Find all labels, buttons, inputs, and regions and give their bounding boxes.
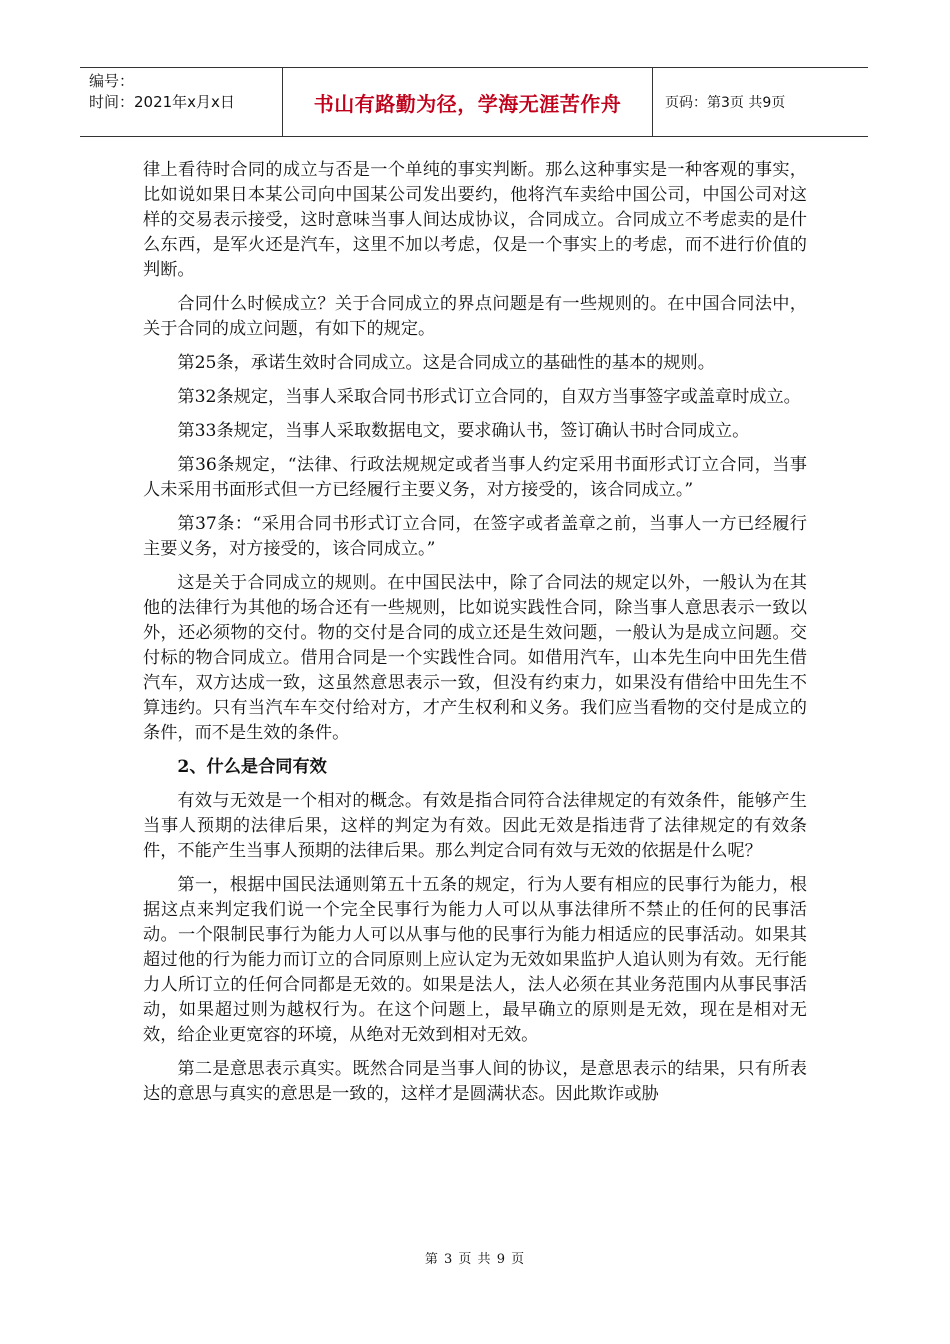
header-motto: 书山有路勤为径，学海无涯苦作舟 xyxy=(283,68,653,136)
paragraph: 第33条规定，当事人采取数据电文，要求确认书，签订确认书时合同成立。 xyxy=(177,421,750,441)
code-label: 编号： xyxy=(89,72,135,90)
paragraph: 第二是意思表示真实。既然合同是当事人间的协议，是意思表示的结果，只有所表达的意思与真实的意思是一致的，这样才是圆满状态。因此欺诈或胁 xyxy=(143,1059,807,1104)
paragraph: 有效与无效是一个相对的概念。有效是指合同符合法律规定的有效条件，能够产生当事人预期的法律后果，这样的判定为有效。因此无效是指违背了法律规定的有效条件，不能产生当事人预期的法律后果。那么判定合同有效与无效的依据是什么呢？ xyxy=(143,791,807,861)
paragraph: 第36条规定，“法律、行政法规规定或者当事人约定采用书面形式订立合同，当事人未采用书面形式但一方已经履行主要义务，对方接受的，该合同成立。” xyxy=(143,455,807,500)
document-body xyxy=(143,158,807,1116)
paragraph: 第一，根据中国民法通则第五十五条的规定，行为人要有相应的民事行为能力，根据这点来判定我们说一个完全民事行为能力人可以从事法律所不禁止的任何的民事活动。一个限制民事行为能力人可以从事与他的民事行为能力相适应的民事活动。如果其超过他的行为能力而订立的合同原则上应认定为无效如果监护人追认则为有效。无行能力人所订立的任何合同都是无效的。如果是法人，法人必须在其业务范围内从事民事活动，如果超过则为越权行为。在这个问题上，最早确立的原则是无效，现在是相对无效，给企业更宽容的环境，从绝对无效到相对无效。 xyxy=(143,875,807,1045)
header-meta xyxy=(80,68,283,136)
paragraph: 第37条：“采用合同书形式订立合同，在签字或者盖章之前，当事人一方已经履行主要义务，对方接受的，该合同成立。” xyxy=(143,514,807,559)
paragraph: 合同什么时候成立？关于合同成立的界点问题是有一些规则的。在中国合同法中，关于合同的成立问题，有如下的规定。 xyxy=(143,294,807,339)
paragraph: 第32条规定，当事人采取合同书形式订立合同的，自双方当事签字或盖章时成立。 xyxy=(177,387,801,407)
section-heading: 2、什么是合同有效 xyxy=(177,757,327,777)
page-header xyxy=(80,67,868,137)
paragraph: 律上看待时合同的成立与否是一个单纯的事实判断。那么这种事实是一种客观的事实，比如说如果日本某公司向中国某公司发出要约，他将汽车卖给中国公司，中国公司对这样的交易表示接受，这时意味当事人间达成协议，合同成立。合同成立不考虑卖的是什么东西，是军火还是汽车，这里不加以考虑，仅是一个事实上的考虑，而不进行价值的判断。 xyxy=(143,160,807,280)
paragraph: 第25条，承诺生效时合同成立。这是合同成立的基础性的基本的规则。 xyxy=(177,353,715,373)
header-page-info: 页码：第3页 共9页 xyxy=(665,95,786,111)
date-label: 时间：2021年x月x日 xyxy=(89,93,235,111)
page-footer: 第 3 页 共 9 页 xyxy=(424,1252,526,1267)
paragraph: 这是关于合同成立的规则。在中国民法中，除了合同法的规定以外，一般认为在其他的法律行为其他的场合还有一些规则，比如说实践性合同，除当事人意思表示一致以外，还必须物的交付。物的交付是合同的成立还是生效问题，一般认为是成立问题。交付标的物合同成立。借用合同是一个实践性合同。如借用汽车，山本先生向中田先生借汽车，双方达成一致，这虽然意思表示一致，但没有约束力，如果没有借给中田先生不算违约。只有当汽车车交付给对方，才产生权利和义务。我们应当看物的交付是成立的条件，而不是生效的条件。 xyxy=(143,573,807,743)
